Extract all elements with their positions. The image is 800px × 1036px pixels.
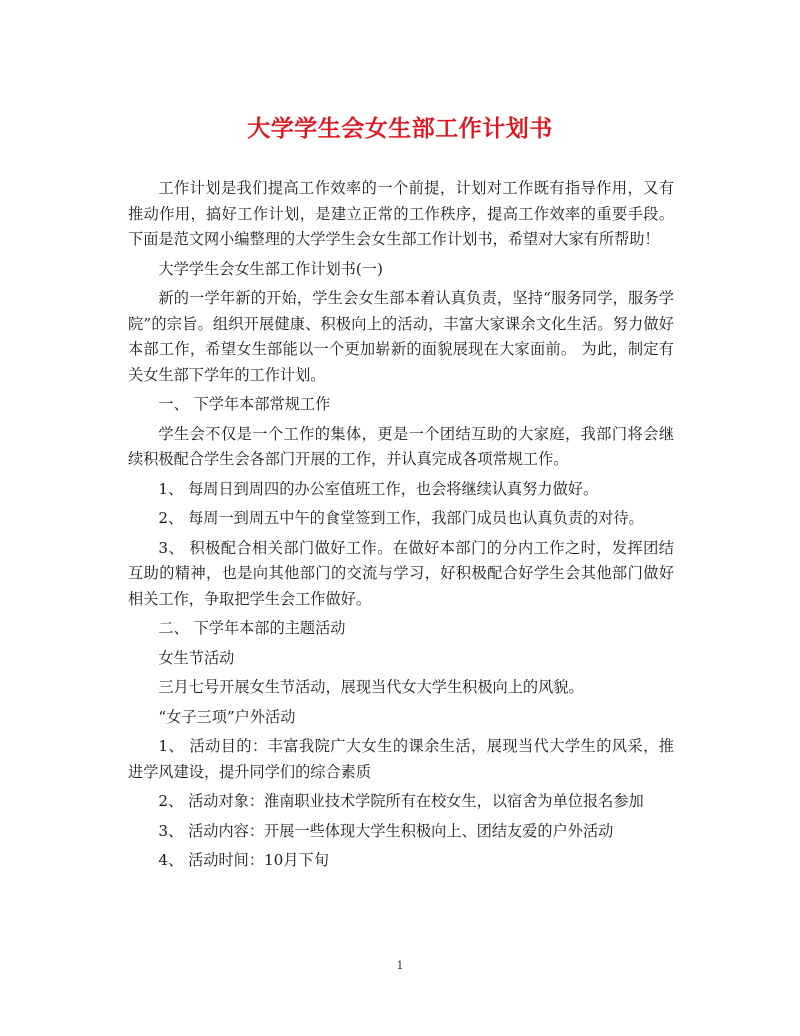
routine-item-3: 3、 积极配合相关部门做好工作。在做好本部门的分内工作之时，发挥团结互助的精神，也是向其他部门的交流与学习，好积极配合好学生会其他部门做好相关工作，争取把学生会工作做好。 [128,538,674,608]
activity-item-2: 2、 活动对象：淮南职业技术学院所有在校女生，以宿舍为单位报名参加 [158,792,644,810]
activity-womens-day-text: 三月七号开展女生节活动，展现当代女大学生积极向上的风貌。 [158,678,584,696]
document-body [128,176,674,878]
section-heading-plan-one: 大学学生会女生部工作计划书(一) [158,259,383,278]
activity-item-1: 1、 活动目的：丰富我院广大女生的课余生活，展现当代大学生的风采，推进学风建设，提升同学们的综合素质 [128,737,674,781]
routine-work-paragraph: 学生会不仅是一个工作的集体，更是一个团结互助的大家庭，我部门将会继续积极配合学生会各部门开展的工作，并认真完成各项常规工作。 [128,424,674,468]
routine-item-2: 2、 每周一到周五中午的食堂签到工作，我部门成员也认真负责的对待。 [158,509,644,527]
intro-paragraph: 工作计划是我们提高工作效率的一个前提，计划对工作既有指导作用，又有推动作用，搞好工作计划，是建立正常的工作秩序，提高工作效率的重要手段。下面是范文网小编整理的大学学生会女生部工作计划书，希望对大家有所帮助！ [128,179,674,248]
routine-item-1: 1、 每周日到周四的办公室值班工作，也会将继续认真努力做好。 [158,479,599,498]
activity-item-3: 3、 活动内容：开展一些体现大学生积极向上、团结友爱的户外活动 [158,821,614,840]
page-number: 1 [396,959,404,972]
activity-outdoor-heading: “女子三项”户外活动 [158,707,296,726]
plan-intro-paragraph: 新的一学年新的开始，学生会女生部本着认真负责，坚持“服务同学，服务学院”的宗旨。组织开展健康、积极向上的活动，丰富大家课余文化生活。努力做好本部工作，希望女生部能以一个更加崭新的面貌展现在大家面前。 为此，制定有关女生部下学年的工作计划。 [128,289,674,384]
activity-item-4: 4、 活动时间：10月下旬 [158,851,329,869]
document-title: 大学学生会女生部工作计划书 [247,115,553,142]
heading-routine-work: 一、 下学年本部常规工作 [158,395,331,413]
activity-womens-day-heading: 女生节活动 [158,648,235,667]
heading-theme-activities: 二、 下学年本部的主题活动 [158,619,346,637]
